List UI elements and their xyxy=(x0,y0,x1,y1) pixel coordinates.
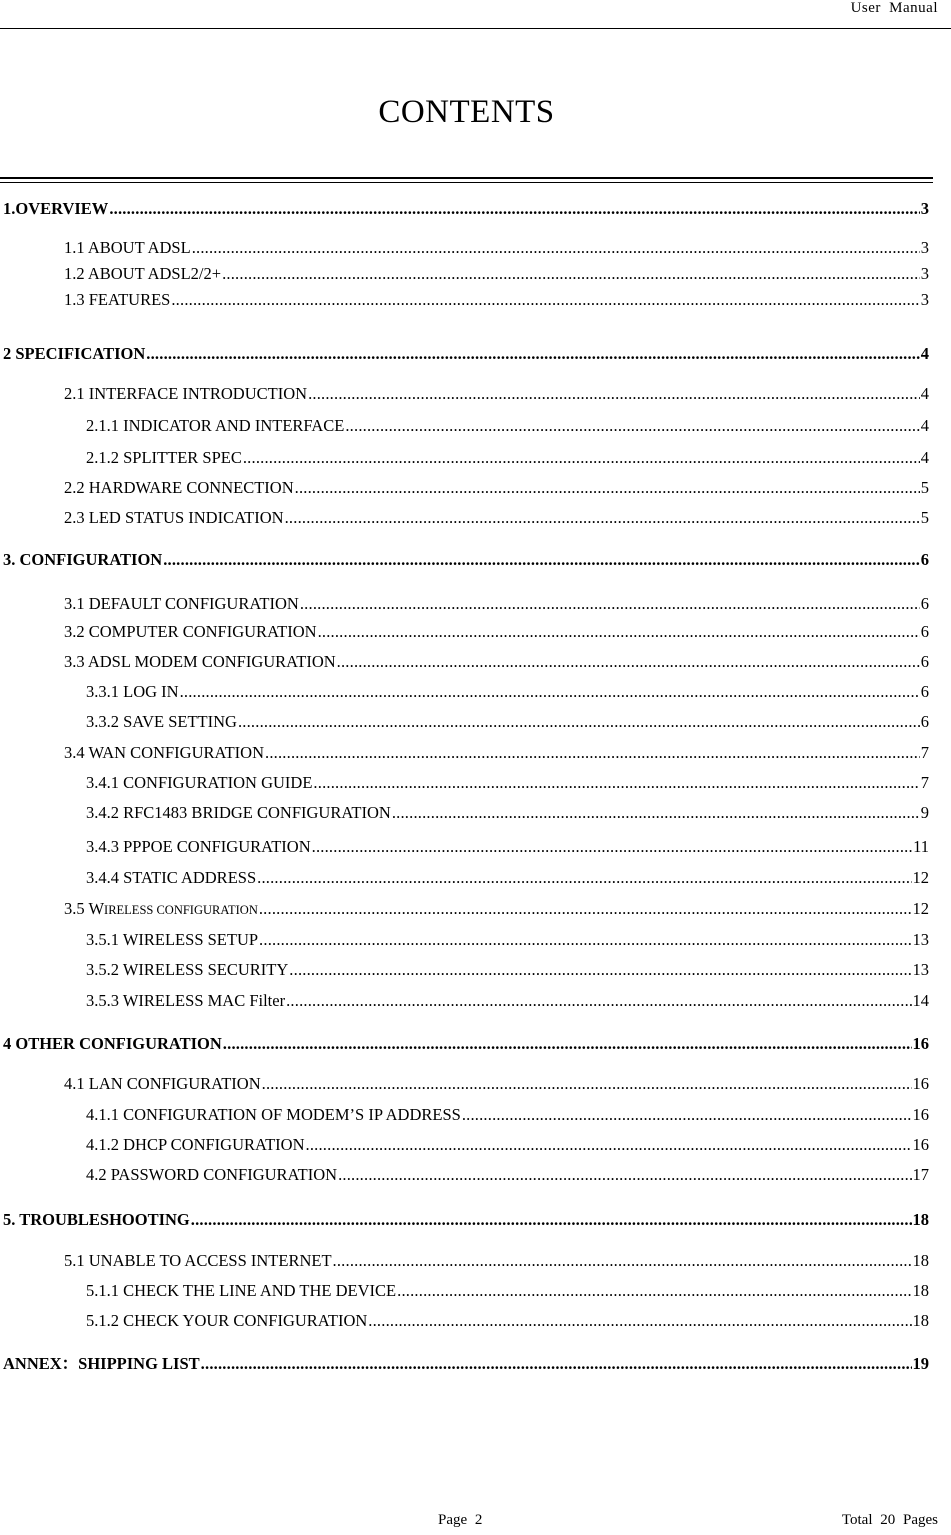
toc-entry-label: 2.2 HARDWARE CONNECTION xyxy=(64,478,294,497)
toc-entry[interactable] xyxy=(3,1032,929,1056)
toc-page-number: 7 xyxy=(920,773,929,792)
toc-page-number: 4 xyxy=(920,416,929,435)
toc-dot-leader xyxy=(397,1279,911,1303)
toc-entry-label: 3.4.4 STATIC ADDRESS xyxy=(86,868,257,887)
toc-dot-leader xyxy=(333,1249,912,1273)
toc-entry-label: 3.4.2 RFC1483 BRIDGE CONFIGURATION xyxy=(86,803,391,822)
toc-page-number: 13 xyxy=(912,930,929,949)
toc-page-number: 18 xyxy=(912,1311,929,1330)
toc-entry[interactable] xyxy=(64,382,929,406)
toc-entry[interactable] xyxy=(64,620,929,644)
toc-entry[interactable] xyxy=(64,897,929,921)
toc-entry-label: 5.1 UNABLE TO ACCESS INTERNET xyxy=(64,1251,332,1270)
toc-entry-label: 2.1 INTERFACE INTRODUCTION xyxy=(64,384,308,403)
toc-page-number: 3 xyxy=(920,290,929,309)
toc-entry-label: 1.OVERVIEW xyxy=(3,199,109,218)
toc-entry[interactable] xyxy=(86,989,929,1013)
toc-dot-leader xyxy=(265,741,920,765)
toc-entry-label: 5.1.1 CHECK THE LINE AND THE DEVICE xyxy=(86,1281,397,1300)
toc-dot-leader xyxy=(462,1103,912,1127)
toc-entry-label: ANNEX：SHIPPING LIST xyxy=(3,1354,200,1373)
toc-entry-label: 1.3 FEATURES xyxy=(64,290,171,309)
toc-page-number: 18 xyxy=(912,1210,929,1229)
toc-dot-leader xyxy=(171,288,919,312)
toc-entry-label: 3.3.2 SAVE SETTING xyxy=(86,712,237,731)
toc-entry[interactable] xyxy=(86,680,929,704)
toc-dot-leader xyxy=(191,1208,912,1232)
toc-page-number: 13 xyxy=(912,960,929,979)
toc-page-number: 3 xyxy=(920,199,929,218)
toc-dot-leader xyxy=(286,989,911,1013)
toc-entry[interactable] xyxy=(64,262,929,286)
toc-entry[interactable] xyxy=(86,801,929,825)
toc-dot-leader xyxy=(295,476,920,500)
toc-dot-leader xyxy=(308,382,920,406)
footer-page-number: Page 2 xyxy=(438,1512,483,1528)
toc-dot-leader xyxy=(300,592,920,616)
toc-dot-leader xyxy=(192,236,920,260)
toc-entry[interactable] xyxy=(3,1208,929,1232)
toc-dot-leader xyxy=(180,680,920,704)
toc-entry-label: 3.5.1 WIRELESS SETUP xyxy=(86,930,259,949)
toc-entry[interactable] xyxy=(86,835,929,859)
toc-page-number: 12 xyxy=(912,868,929,887)
toc-dot-leader xyxy=(146,342,919,366)
toc-entry-label: 3.5.2 WIRELESS SECURITY xyxy=(86,960,289,979)
toc-entry[interactable] xyxy=(86,414,929,438)
toc-entry[interactable] xyxy=(86,928,929,952)
toc-entry[interactable] xyxy=(3,197,929,221)
title-rule-thick xyxy=(0,177,933,179)
toc-page-number: 18 xyxy=(912,1281,929,1300)
toc-entry-label: 2 SPECIFICATION xyxy=(3,344,146,363)
toc-entry[interactable] xyxy=(3,342,929,366)
toc-dot-leader xyxy=(259,897,912,921)
toc-page-number: 6 xyxy=(920,622,929,641)
toc-page-number: 18 xyxy=(912,1251,929,1270)
toc-dot-leader xyxy=(306,1133,912,1157)
toc-entry[interactable] xyxy=(64,1249,929,1273)
toc-entry-label: 5. TROUBLESHOOTING xyxy=(3,1210,190,1229)
toc-entry-label: 3.1 DEFAULT CONFIGURATION xyxy=(64,594,299,613)
toc-entry[interactable] xyxy=(86,1133,929,1157)
toc-entry-label: 3.4.3 PPPOE CONFIGURATION xyxy=(86,837,311,856)
toc-entry-label: 2.3 LED STATUS INDICATION xyxy=(64,508,284,527)
toc-page-number: 3 xyxy=(920,264,929,283)
toc-entry[interactable] xyxy=(3,548,929,572)
toc-dot-leader xyxy=(223,1032,912,1056)
toc-entry-label: 3.5.3 WIRELESS MAC Filter xyxy=(86,991,286,1010)
toc-dot-leader xyxy=(368,1309,911,1333)
toc-entry-label: 5.1.2 CHECK YOUR CONFIGURATION xyxy=(86,1311,368,1330)
footer-total-pages: Total 20 Pages xyxy=(841,1512,938,1528)
toc-dot-leader xyxy=(243,446,920,470)
toc-page-number: 6 xyxy=(920,550,929,569)
toc-dot-leader xyxy=(262,1072,912,1096)
toc-entry-label: 2.1.1 INDICATOR AND INTERFACE xyxy=(86,416,345,435)
toc-entry[interactable] xyxy=(64,288,929,312)
toc-page-number: 6 xyxy=(920,652,929,671)
toc-page-number: 16 xyxy=(912,1135,929,1154)
toc-entry[interactable] xyxy=(86,710,929,734)
toc-page-number: 4 xyxy=(920,384,929,403)
toc-entry-label: 3.5 WIRELESS CONFIGURATION xyxy=(64,899,258,918)
toc-dot-leader xyxy=(201,1352,912,1376)
toc-dot-leader xyxy=(289,958,911,982)
toc-entry-label: 3.3 ADSL MODEM CONFIGURATION xyxy=(64,652,336,671)
toc-page-number: 16 xyxy=(912,1034,929,1053)
toc-page-number: 7 xyxy=(920,743,929,762)
toc-entry[interactable] xyxy=(86,958,929,982)
toc-entry[interactable] xyxy=(64,592,929,616)
toc-entry-label: 4.1.2 DHCP CONFIGURATION xyxy=(86,1135,305,1154)
toc-page-number: 19 xyxy=(912,1354,929,1373)
toc-entry[interactable] xyxy=(86,1309,929,1333)
toc-entry-label: 3.4 WAN CONFIGURATION xyxy=(64,743,264,762)
toc-entry-label: 3.4.1 CONFIGURATION GUIDE xyxy=(86,773,313,792)
toc-page-number: 17 xyxy=(912,1165,929,1184)
toc-page-number: 6 xyxy=(920,712,929,731)
toc-dot-leader xyxy=(222,262,920,286)
toc-entry-label: 3. CONFIGURATION xyxy=(3,550,163,569)
header-rule xyxy=(0,28,951,29)
toc-page-number: 16 xyxy=(912,1074,929,1093)
toc-page-number: 5 xyxy=(920,478,929,497)
toc-page-number: 14 xyxy=(912,991,929,1010)
toc-entry-label: 4.2 PASSWORD CONFIGURATION xyxy=(86,1165,338,1184)
toc-dot-leader xyxy=(238,710,920,734)
toc-entry-label: 4.1.1 CONFIGURATION OF MODEM’S IP ADDRESS xyxy=(86,1105,461,1124)
toc-dot-leader xyxy=(318,620,920,644)
header-text: User Manual xyxy=(850,0,938,16)
toc-page-number: 9 xyxy=(920,803,929,822)
toc-dot-leader xyxy=(313,771,919,795)
toc-dot-leader xyxy=(163,548,920,572)
toc-page-number: 12 xyxy=(912,899,929,918)
toc-entry-label: 3.2 COMPUTER CONFIGURATION xyxy=(64,622,317,641)
page-title: CONTENTS xyxy=(378,94,555,130)
toc-entry[interactable] xyxy=(86,1163,929,1187)
toc-dot-leader xyxy=(285,506,920,530)
toc-entry[interactable] xyxy=(86,446,929,470)
toc-entry[interactable] xyxy=(64,741,929,765)
toc-dot-leader xyxy=(338,1163,911,1187)
toc-page-number: 16 xyxy=(912,1105,929,1124)
toc-entry[interactable] xyxy=(64,506,929,530)
toc-entry[interactable] xyxy=(86,771,929,795)
toc-entry[interactable] xyxy=(64,650,929,674)
toc-page-number: 4 xyxy=(920,344,929,363)
toc-page-number: 11 xyxy=(913,837,929,856)
toc-page-number: 5 xyxy=(920,508,929,527)
toc-dot-leader xyxy=(259,928,911,952)
toc-dot-leader xyxy=(257,866,911,890)
toc-dot-leader xyxy=(312,835,912,859)
toc-entry-label: 1.1 ABOUT ADSL xyxy=(64,238,191,257)
toc-dot-leader xyxy=(345,414,919,438)
toc-entry-label: 2.1.2 SPLITTER SPEC xyxy=(86,448,242,467)
toc-entry-label: 4.1 LAN CONFIGURATION xyxy=(64,1074,261,1093)
toc-page-number: 6 xyxy=(920,594,929,613)
toc-entry-label: 4 OTHER CONFIGURATION xyxy=(3,1034,222,1053)
title-rule-thin xyxy=(0,182,933,183)
toc-dot-leader xyxy=(109,197,919,221)
toc-dot-leader xyxy=(392,801,920,825)
toc-entry[interactable] xyxy=(86,866,929,890)
toc-entry[interactable] xyxy=(86,1279,929,1303)
toc-page-number: 3 xyxy=(920,238,929,257)
toc-page-number: 4 xyxy=(920,448,929,467)
toc-entry[interactable] xyxy=(64,236,929,260)
toc-entry[interactable] xyxy=(64,1072,929,1096)
toc-entry[interactable] xyxy=(3,1352,929,1376)
toc-entry[interactable] xyxy=(64,476,929,500)
toc-entry-label: 1.2 ABOUT ADSL2/2+ xyxy=(64,264,222,283)
toc-entry-label: 3.3.1 LOG IN xyxy=(86,682,179,701)
toc-dot-leader xyxy=(337,650,920,674)
toc-entry[interactable] xyxy=(86,1103,929,1127)
toc-page-number: 6 xyxy=(920,682,929,701)
